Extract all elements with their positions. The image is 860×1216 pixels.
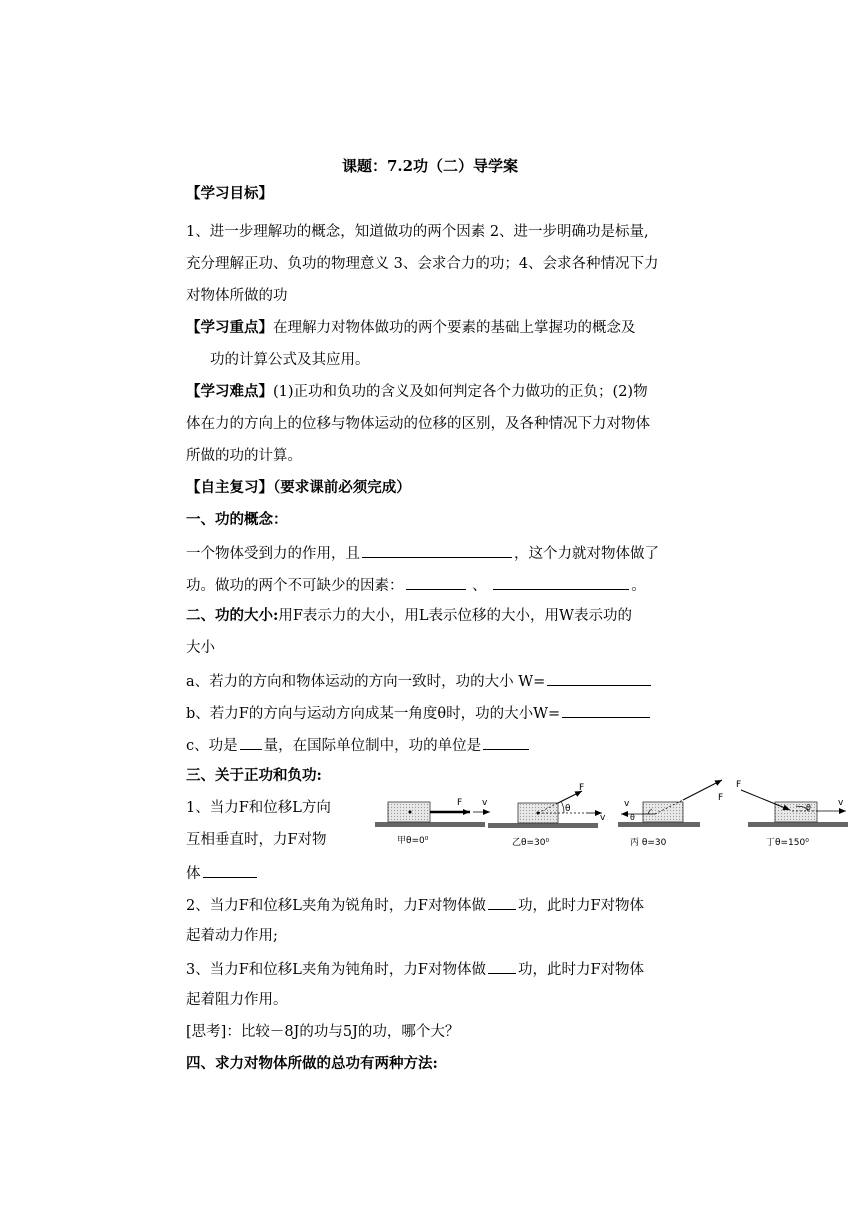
s1-separator: 、: [467, 578, 492, 594]
difficulty-line-2: 体在力的方向上的位移与物体运动的位移的区别，及各种情况下力对物体: [186, 416, 650, 432]
diagram-ding: [736, 780, 848, 848]
caption-yi: 乙θ=30⁰: [512, 838, 550, 848]
difficulty-line-1: [186, 382, 648, 402]
s2-c-text-1: c、功是: [186, 738, 238, 754]
force-label: F: [579, 783, 585, 793]
caption-bing: 丙 θ=30: [630, 838, 667, 848]
key-points-line-1: [186, 318, 636, 338]
answer-blank[interactable]: [547, 670, 651, 686]
objectives-line-2: 充分理解正功、负功的物理意义 3、会求合力的功；4、会求各种情况下力: [186, 256, 659, 272]
angle-arc: [561, 801, 564, 813]
difficulty-line-3: 所做的功的计算。: [186, 448, 302, 464]
objectives-heading: 【学习目标】: [186, 185, 273, 202]
s2-heading-rest: 用F表示力的大小，用L表示位移的大小，用W表示功的: [278, 608, 632, 624]
section-1-heading: 一、功的概念：: [186, 511, 288, 528]
answer-blank[interactable]: [240, 734, 262, 750]
diagram-yi: [488, 783, 606, 848]
theta-label: θ: [630, 813, 635, 822]
s2-a-text: a、若力的方向和物体运动的方向一致时，功的大小 W=: [186, 674, 546, 690]
force-arrow: [683, 780, 722, 800]
force-angle-figure: [360, 770, 850, 855]
s1-text-a: 一个物体受到力的作用，且: [186, 546, 360, 562]
key-points-text: 在理解力对物体做功的两个要素的基础上掌握功的概念及: [273, 320, 636, 336]
velocity-label: v: [600, 813, 606, 823]
answer-blank[interactable]: [562, 702, 650, 718]
section-4-heading: 四、求力对物体所做的总功有两种方法:: [186, 1055, 438, 1072]
s1-period: 。: [631, 578, 646, 594]
force-label: F: [457, 798, 463, 808]
answer-blank[interactable]: [203, 862, 257, 878]
answer-blank[interactable]: [493, 574, 629, 590]
s3-p2-text-b: 功，此时力F对物体: [517, 898, 645, 914]
section-3-item-1-line-3: [186, 862, 259, 884]
s1-text-b: ，这个力就对物体做了: [514, 546, 659, 562]
s3-p1-text: 体: [186, 866, 201, 882]
s3-p3-text-b: 功，此时力F对物体: [517, 962, 645, 978]
answer-blank[interactable]: [362, 542, 512, 558]
difficulty-label: 【学习难点】: [186, 383, 273, 400]
section-3-item-2-line-1: [186, 894, 644, 916]
section-3-item-3-line-2: 起着阻力作用。: [186, 992, 288, 1008]
velocity-label: v: [482, 798, 488, 808]
section-2-item-b: [186, 702, 652, 724]
theta-label: θ: [806, 803, 811, 812]
key-points-line-2: 功的计算公式及其应用。: [210, 352, 370, 368]
answer-blank[interactable]: [488, 894, 516, 910]
velocity-label: v: [624, 799, 630, 809]
section-2-line-1: [186, 606, 632, 626]
s1-text-c: 功。做功的两个不可缺少的因素：: [186, 578, 404, 594]
ground: [618, 822, 700, 827]
answer-blank[interactable]: [488, 958, 516, 974]
objectives-line-3: 对物体所做的功: [186, 288, 288, 304]
s2-c-text-2: 量，在国际单位制中，功的单位是: [263, 738, 482, 754]
diagram-jia: [375, 798, 490, 846]
think-question: [思考]：比较－8J的功与5J的功，哪个大？: [186, 1024, 460, 1040]
s3-p3-text-a: 3、当力F和位移L夹角为钝角时，力F对物体做: [186, 962, 486, 978]
answer-blank[interactable]: [406, 574, 466, 590]
s3-p2-text-a: 2、当力F和位移L夹角为锐角时，力F对物体做: [186, 898, 486, 914]
section-3-heading: 三、关于正功和负功:: [186, 767, 322, 784]
section-2-item-c: [186, 734, 531, 756]
difficulty-text: (1)正功和负功的含义及如何判定各个力做功的正负；(2)物: [273, 384, 648, 400]
section-3-item-1-line-1: 1、当力F和位移L方向: [186, 800, 331, 816]
section-2-line-2: 大小: [186, 640, 215, 656]
theta-label: θ: [565, 804, 571, 814]
s2-b-text: b、若力F的方向与运动方向成某一角度θ时，功的大小W=: [186, 706, 561, 722]
review-heading: 【自主复习】（要求课前必须完成）: [186, 479, 411, 496]
velocity-label: v: [838, 798, 844, 808]
section-1-line-1: [186, 542, 659, 564]
key-points-label: 【学习重点】: [186, 319, 273, 336]
force-label: F: [736, 780, 742, 790]
force-arrow: [741, 790, 790, 810]
ground: [488, 823, 598, 828]
answer-blank[interactable]: [483, 734, 529, 750]
objectives-line-1: 1、进一步理解功的概念，知道做功的两个因素 2、进一步明确功是标量,: [186, 224, 649, 240]
section-1-line-2: [186, 574, 646, 596]
diagram-bing: [618, 780, 723, 848]
section-2-item-a: [186, 670, 653, 692]
block-center: [409, 811, 412, 814]
section-2-heading: 二、功的大小:: [186, 607, 279, 624]
section-3-item-1-line-2: 互相垂直时，力F对物: [186, 832, 327, 848]
caption-ding: 丁θ=150⁰: [766, 838, 809, 848]
section-3-item-2-line-2: 起着动力作用;: [186, 928, 278, 944]
caption-jia: 甲θ=0⁰: [397, 836, 429, 846]
ground: [748, 822, 848, 827]
ground: [375, 822, 485, 827]
section-3-item-3-line-1: [186, 958, 644, 980]
page-title: 课题：7.2功（二）导学案: [341, 157, 519, 175]
force-label: F: [718, 793, 724, 803]
